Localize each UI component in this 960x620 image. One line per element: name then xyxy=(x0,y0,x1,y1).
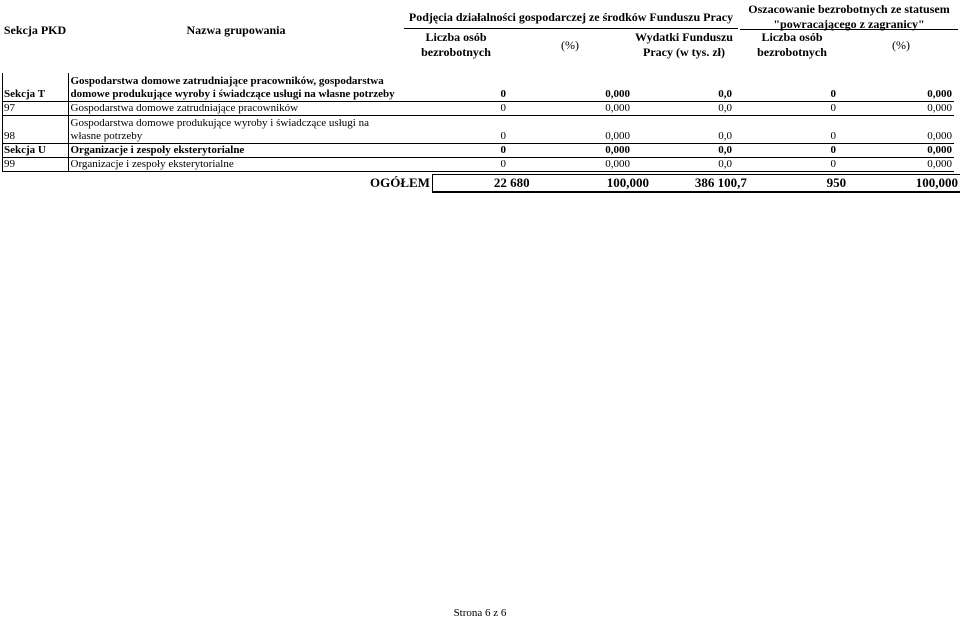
total-percent: 100,000 xyxy=(532,175,651,193)
header-activity-spend-l1: Wydatki Funduszu xyxy=(635,30,733,44)
row-count: 0 xyxy=(404,157,508,171)
header-activity-percent: (%) xyxy=(561,38,579,52)
header-returning-l1: Oszacowanie bezrobotnych ze statusem xyxy=(748,2,950,16)
row-returning-percent: 0,000 xyxy=(838,157,954,171)
table-row xyxy=(2,73,954,101)
row-returning-count: 0 xyxy=(734,101,838,115)
table-row xyxy=(2,115,954,143)
total-row xyxy=(368,174,960,193)
row-percent: 0,000 xyxy=(508,115,632,143)
row-returning-count: 0 xyxy=(734,115,838,143)
total-spend: 386 100,7 xyxy=(651,175,749,193)
row-percent: 0,000 xyxy=(508,101,632,115)
row-code: 99 xyxy=(2,157,68,171)
header-activity-count-l2: bezrobotnych xyxy=(421,45,491,59)
row-name: Organizacje i zespoły eksterytorialne xyxy=(68,157,404,171)
row-returning-count: 0 xyxy=(734,143,838,157)
row-spend: 0,0 xyxy=(632,115,734,143)
row-code: 97 xyxy=(2,101,68,115)
row-name: Gospodarstwa domowe produkujące wyroby i świadczące usługi na własne potrzeby xyxy=(68,115,404,143)
total-label: OGÓŁEM xyxy=(368,175,432,193)
header-activity-group: Podjęcia działalności gospodarczej ze środków Funduszu Pracy xyxy=(408,10,734,24)
row-count: 0 xyxy=(404,101,508,115)
row-returning-percent: 0,000 xyxy=(838,101,954,115)
row-percent: 0,000 xyxy=(508,143,632,157)
header-activity-count-l1: Liczba osób xyxy=(425,30,487,44)
header-returning-percent: (%) xyxy=(892,38,910,52)
header-activity-underline xyxy=(404,28,738,29)
header-activity-count xyxy=(404,30,508,60)
row-returning-percent: 0,000 xyxy=(838,115,954,143)
total-returning-count: 950 xyxy=(749,175,848,193)
row-count: 0 xyxy=(404,143,508,157)
table-row xyxy=(2,101,954,115)
row-percent: 0,000 xyxy=(508,157,632,171)
row-spend: 0,0 xyxy=(632,101,734,115)
table-row xyxy=(2,157,954,171)
header-returning-l2: "powracającego z zagranicy" xyxy=(773,17,925,31)
row-returning-percent: 0,000 xyxy=(838,143,954,157)
header-section-pkd: Sekcja PKD xyxy=(3,23,67,37)
header-returning-count xyxy=(740,30,844,60)
total-count: 22 680 xyxy=(432,175,531,193)
row-spend: 0,0 xyxy=(632,143,734,157)
row-returning-count: 0 xyxy=(734,73,838,101)
row-code: 98 xyxy=(2,115,68,143)
row-name: Gospodarstwa domowe zatrudniające pracowników, gospodarstwa domowe produkujące wyroby i świadczące usługi na własne potrzeby xyxy=(68,73,404,101)
row-count: 0 xyxy=(404,73,508,101)
row-returning-percent: 0,000 xyxy=(838,73,954,101)
row-name: Organizacje i zespoły eksterytorialne xyxy=(68,143,404,157)
table-left-border xyxy=(2,73,3,172)
header-group-name: Nazwa grupowania xyxy=(186,23,286,37)
header-returning-count-l1: Liczba osób xyxy=(761,30,823,44)
header-activity-spend xyxy=(632,30,736,60)
page-number: Strona 6 z 6 xyxy=(453,607,507,619)
header-returning-group xyxy=(740,2,958,32)
header-returning-count-l2: bezrobotnych xyxy=(757,45,827,59)
row-percent: 0,000 xyxy=(508,73,632,101)
row-code: Sekcja U xyxy=(2,143,68,157)
data-table xyxy=(2,73,954,172)
total-returning-percent: 100,000 xyxy=(848,175,960,193)
table-row xyxy=(2,143,954,157)
row-count: 0 xyxy=(404,115,508,143)
header-activity-spend-l2: Pracy (w tys. zł) xyxy=(643,45,725,59)
row-spend: 0,0 xyxy=(632,73,734,101)
row-name: Gospodarstwa domowe zatrudniające pracowników xyxy=(68,101,404,115)
row-returning-count: 0 xyxy=(734,157,838,171)
row-spend: 0,0 xyxy=(632,157,734,171)
row-code: Sekcja T xyxy=(2,73,68,101)
